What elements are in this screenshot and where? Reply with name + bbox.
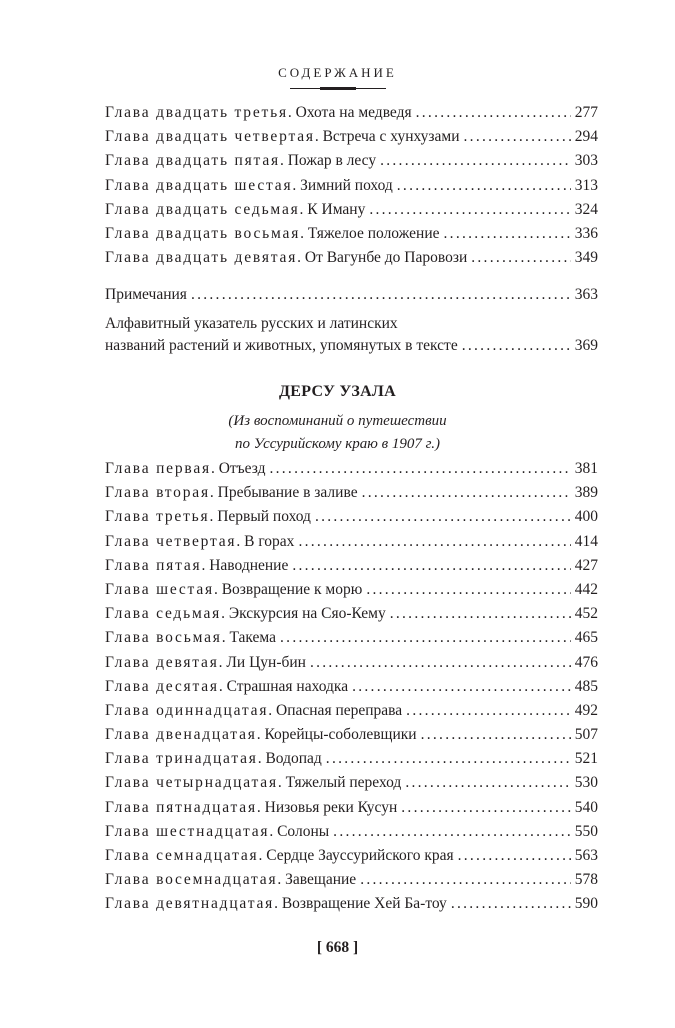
toc-entry-chapter-name: . Зимний поход [292,176,393,194]
toc-entry-chapter-name: . Сердце Зауссурийского края [258,847,454,864]
toc-entry[interactable] [105,823,598,847]
toc-entry[interactable] [105,847,598,871]
toc-entry-chapter-label: Глава третья [105,508,210,526]
toc-entry-chapter-name: . Охота на медведя [287,104,412,121]
toc-entry-chapter-name: . Возвращение Хей Ба-тоу [274,895,447,913]
toc-entry-page: 485 [574,677,598,695]
toc-entry-title [105,702,402,720]
toc-entry-title [105,654,306,672]
toc-entry[interactable] [105,702,598,726]
toc-entry[interactable] [105,871,598,895]
toc-entry-chapter-name: . Пребывание в заливе [209,484,358,502]
toc-entry[interactable] [105,484,598,508]
toc-entry-page: 550 [574,822,598,840]
toc-entry-chapter-name: . Возвращение к морю [213,580,363,598]
leader-dots [191,286,571,304]
leader-dots [360,871,571,889]
toc-entry-page: 578 [574,871,598,889]
toc-entry-chapter-label: Глава тринадцатая [105,750,258,768]
toc-entry-chapter-label: Глава двадцать девятая [105,249,298,267]
toc-entry-title [105,726,417,744]
toc-entry-chapter-label: Глава четырнадцатая [105,774,278,792]
leader-dots [401,799,570,817]
toc-entry-page: 492 [574,701,598,719]
toc-entry-index[interactable] [105,313,598,361]
toc-entry[interactable] [105,152,598,176]
toc-entry-chapter-name: . Первый поход [209,508,311,526]
toc-entry-chapter-label: Глава восемнадцатая [105,871,278,889]
toc-entry[interactable] [105,581,598,605]
toc-entry-page: 507 [574,726,598,744]
toc-entry-chapter-label: Глава первая [105,460,211,477]
toc-entry[interactable] [105,201,598,225]
toc-entry-chapter-name: . В горах [236,532,295,550]
toc-list-dersu-uzala [105,460,598,920]
toc-entry[interactable] [105,774,598,798]
toc-entry-chapter-label: Глава двадцать шестая [105,176,293,194]
toc-entry-chapter-name: . Низовья реки Кусун [256,798,398,816]
toc-entry[interactable] [105,750,598,774]
toc-entry-chapter-name: . Пожар в лесу [279,152,377,170]
toc-entry-page: 349 [574,249,598,267]
toc-entry[interactable] [105,557,598,581]
leader-dots [369,201,570,219]
toc-entry[interactable] [105,508,598,532]
leader-dots [298,533,570,551]
toc-entry-title [105,895,447,913]
toc-entry-chapter-label: Глава вторая [105,484,210,502]
toc-entry-chapter-name: . Солоны [269,822,330,840]
leader-dots [390,605,571,623]
toc-entry-chapter-name: . Наводнение [201,556,289,574]
toc-entry-page: 363 [574,286,598,303]
toc-entry-chapter-label: Глава шестнадцатая [105,822,270,840]
toc-entry-page: 294 [574,128,598,146]
toc-entry[interactable] [105,629,598,653]
toc-entry-title [105,629,276,647]
toc-entry-page: 476 [574,653,598,671]
leader-dots [352,678,571,696]
toc-entry-title [105,249,467,267]
toc-entry-title [105,533,294,551]
toc-entry-page: 465 [574,629,598,647]
toc-entry-page: 369 [574,337,598,354]
toc-entry-chapter-label: Глава шестая [105,580,214,598]
leader-dots [326,750,571,768]
toc-entry-index-line2 [105,337,598,361]
toc-entry-chapter-label: Глава семнадцатая [105,847,259,864]
section-subtitle [0,410,675,456]
leader-dots [362,484,571,502]
toc-entry-page: 400 [574,508,598,526]
toc-entry[interactable] [105,128,598,152]
leader-dots [444,225,571,243]
toc-entry-chapter-label: Глава пятнадцатая [105,798,257,816]
leader-dots [333,823,571,841]
leader-dots [380,152,571,170]
toc-list-part-one [105,104,598,273]
toc-entry-title [105,128,460,146]
toc-entry-title [105,581,362,599]
leader-dots [366,581,570,599]
toc-entry-chapter-name: . Корейцы-соболевщики [256,726,417,744]
toc-entry-page: 324 [574,200,598,218]
toc-entry-page: 590 [574,895,598,913]
toc-entry-page: 521 [574,750,598,768]
leader-dots [280,629,571,647]
toc-entry-chapter-name: . Страшная находка [218,677,349,695]
leader-dots [310,654,571,672]
toc-entry-title [105,508,311,526]
toc-entry-chapter-label: Глава девятнадцатая [105,895,275,913]
toc-entry[interactable] [105,225,598,249]
toc-entry[interactable] [105,726,598,750]
toc-entry[interactable] [105,249,598,273]
toc-entry-chapter-label: Глава двадцать четвертая [105,128,315,146]
toc-entry-index-line1: Алфавитный указатель русских и латинских [105,315,398,332]
toc-entry-title [105,104,412,122]
toc-entry-title [105,750,322,768]
toc-entry-chapter-name: . Водопад [257,750,322,768]
toc-entry-title [105,823,329,841]
toc-entry-title [105,177,393,195]
toc-entry-chapter-name: . От Вагунбе до Паровози [297,249,468,267]
leader-dots [416,104,571,122]
toc-entry-title [105,557,288,575]
toc-entry-chapter-name: . Такема [221,629,277,647]
toc-entry-chapter-label: Глава одиннадцатая [105,701,269,719]
leader-dots [292,557,570,575]
leader-dots [405,774,570,792]
toc-entry[interactable] [105,605,598,629]
page-number: [ 668 ] [316,939,359,956]
toc-entry[interactable] [105,104,598,128]
toc-entry-chapter-name: . Встреча с хунхузами [314,128,460,146]
leader-dots [269,460,570,478]
toc-entry[interactable] [105,799,598,823]
toc-entry-chapter-name: . Экскурсия на Сяо-Кему [221,605,386,623]
toc-entry-page: 277 [574,104,598,121]
toc-list-appendix [105,286,598,310]
toc-entry-chapter-label: Глава девятая [105,653,219,671]
toc-entry[interactable] [105,460,598,484]
toc-entry-page: 336 [574,224,598,242]
leader-dots [464,128,571,146]
toc-entry-chapter-name: . Тяжелый переход [277,774,402,792]
toc-entry-title [105,460,265,478]
toc-entry-title [105,286,187,304]
leader-dots [458,847,571,865]
running-header: СОДЕРЖАНИЕ [278,65,397,80]
toc-entry-title [105,678,348,696]
toc-entry-title [105,605,386,623]
header-ornament-rule [290,88,386,89]
toc-entry-chapter-label: Глава двадцать седьмая [105,200,300,218]
toc-entry-page: 313 [574,176,598,194]
toc-entry-title [105,201,365,219]
toc-entry[interactable] [105,177,598,201]
leader-dots [406,702,571,720]
toc-entry-page: 442 [574,580,598,598]
toc-entry-chapter-label: Глава седьмая [105,605,222,623]
leader-dots [451,895,571,913]
toc-entry-chapter-label: Глава двенадцатая [105,726,257,744]
toc-entry[interactable] [105,286,598,310]
toc-entry-title: названий растений и животных, упомянутых в тексте [105,337,458,354]
toc-entry-title [105,871,356,889]
toc-entry-chapter-label: Глава четвертая [105,532,237,550]
section-subtitle-line1: (Из воспоминаний о путешествии [228,413,447,429]
toc-entry-title [105,774,401,792]
leader-dots [421,726,571,744]
toc-entry-chapter-name: . Ли Цун-бин [218,653,306,671]
toc-entry[interactable] [105,678,598,702]
toc-entry-page: 389 [574,484,598,502]
toc-entry-chapter-name: . Опасная переправа [268,701,403,719]
toc-entry-chapter-name: . К Иману [299,200,366,218]
toc-entry-chapter-label: Глава двадцать пятая [105,152,280,170]
leader-dots [397,177,571,195]
leader-dots [471,249,571,267]
toc-entry-page: 381 [574,460,598,477]
toc-entry-page: 427 [574,556,598,574]
toc-entry-page: 303 [574,152,598,170]
toc-entry-chapter-name: . Отъезд [210,460,266,477]
toc-entry-chapter-label: Глава восьмая [105,629,222,647]
toc-entry-title [105,799,397,817]
toc-entry[interactable] [105,533,598,557]
leader-dots [315,508,571,526]
toc-entry[interactable] [105,654,598,678]
toc-entry-chapter-name: . Завещание [277,871,357,889]
toc-entry-title [105,225,440,243]
toc-entry-chapter-label: Глава десятая [105,677,219,695]
toc-entry-chapter-name: . Тяжелое положение [300,224,440,242]
toc-entry[interactable] [105,895,598,919]
toc-entry-page: 530 [574,774,598,792]
toc-entry-title [105,847,454,865]
toc-entry-chapter-label: Глава пятая [105,556,202,574]
section-title: ДЕРСУ УЗАЛА [278,383,397,400]
leader-dots [462,337,571,355]
toc-entry-page: 563 [574,847,598,864]
toc-entry-chapter-label: Глава двадцать третья [105,104,288,121]
section-subtitle-line2: по Уссурийскому краю в 1907 г.) [234,436,441,452]
toc-entry-page: 540 [574,798,598,816]
toc-entry-title [105,484,358,502]
toc-entry-page: 452 [574,605,598,623]
toc-entry-title [105,152,376,170]
toc-entry-chapter-name: Примечания [105,286,187,303]
toc-entry-page: 414 [574,532,598,550]
toc-entry-chapter-label: Глава двадцать восьмая [105,224,301,242]
